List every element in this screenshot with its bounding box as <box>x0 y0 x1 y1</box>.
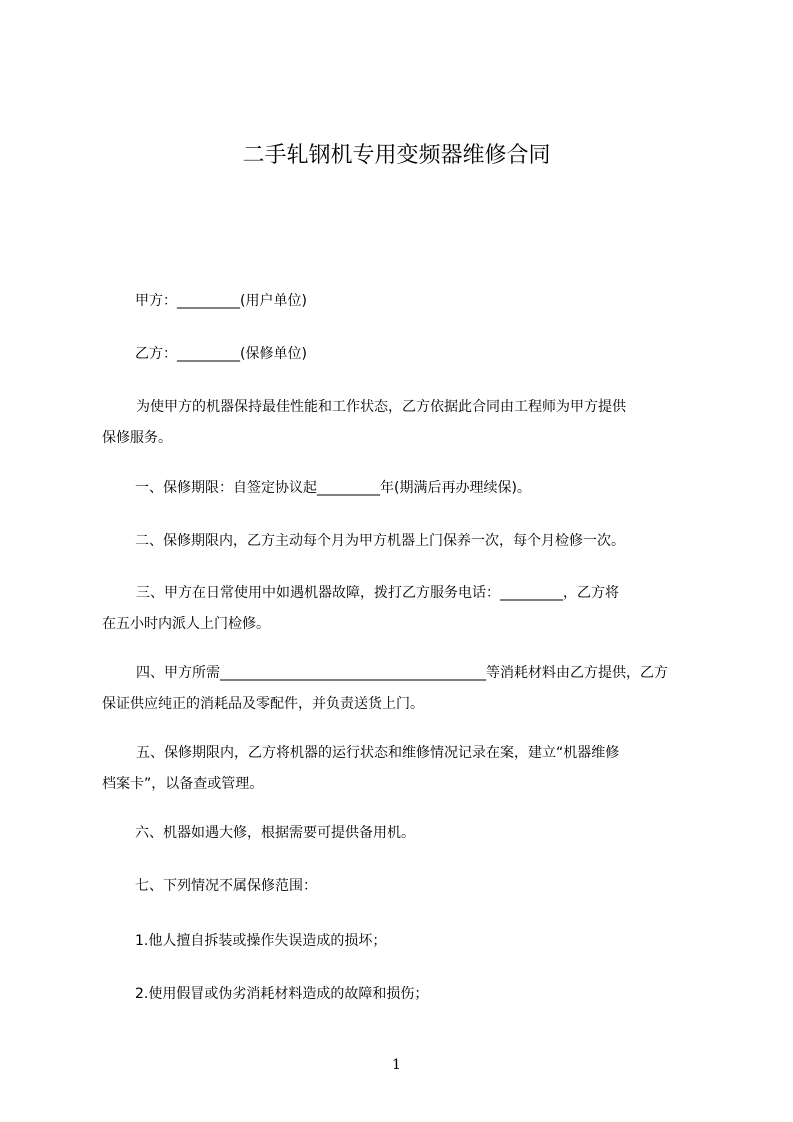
document-title: 二手轧钢机专用变频器维修合同 <box>242 143 551 168</box>
clause-5 <box>102 738 700 800</box>
clause-2: 二、保修期限内，乙方主动每个月为甲方机器上门保养一次，每个月检修一次。 <box>135 533 625 549</box>
clause-3-line-1: 三、甲方在日常使用中如遇机器故障，拨打乙方服务电话：_________，乙方将 <box>136 585 619 601</box>
intro-line-1: 为使甲方的机器保持最佳性能和工作状态，乙方依据此合同由工程师为甲方提供 <box>136 399 626 415</box>
party-a-line: 甲方：_________(用户单位) <box>135 293 307 309</box>
clause-4-line-1: 四、甲方所需______________________________________等消耗材料由乙方提供，乙方 <box>136 665 668 681</box>
clause-3-line-2: 在五小时内派人上门检修。 <box>102 616 270 632</box>
intro-line-2: 保修服务。 <box>102 430 172 446</box>
clause-3 <box>102 578 700 640</box>
clause-1: 一、保修期限：自签定协议起_________年(期满后再办理续保)。 <box>135 480 531 496</box>
page-number: 1 <box>392 1057 401 1073</box>
intro-paragraph <box>102 392 700 454</box>
party-b-line: 乙方：_________(保修单位) <box>135 346 307 362</box>
clause-4-line-2: 保证供应纯正的消耗品及零配件，并负责送货上门。 <box>102 696 424 712</box>
clause-5-line-2: 档案卡”，以备查或管理。 <box>102 776 264 792</box>
clause-5-line-1: 五、保修期限内，乙方将机器的运行状态和维修情况记录在案，建立“机器维修 <box>136 745 620 761</box>
clause-4 <box>102 658 700 720</box>
clause-7: 七、下列情况不属保修范围： <box>135 878 317 894</box>
exclusion-item-2: 2.使用假冒或伪劣消耗材料造成的故障和损伤； <box>135 986 429 1002</box>
exclusion-item-1: 1.他人擅自拆装或操作失误造成的损坏； <box>135 933 387 949</box>
clause-6: 六、机器如遇大修，根据需要可提供备用机。 <box>135 825 415 841</box>
